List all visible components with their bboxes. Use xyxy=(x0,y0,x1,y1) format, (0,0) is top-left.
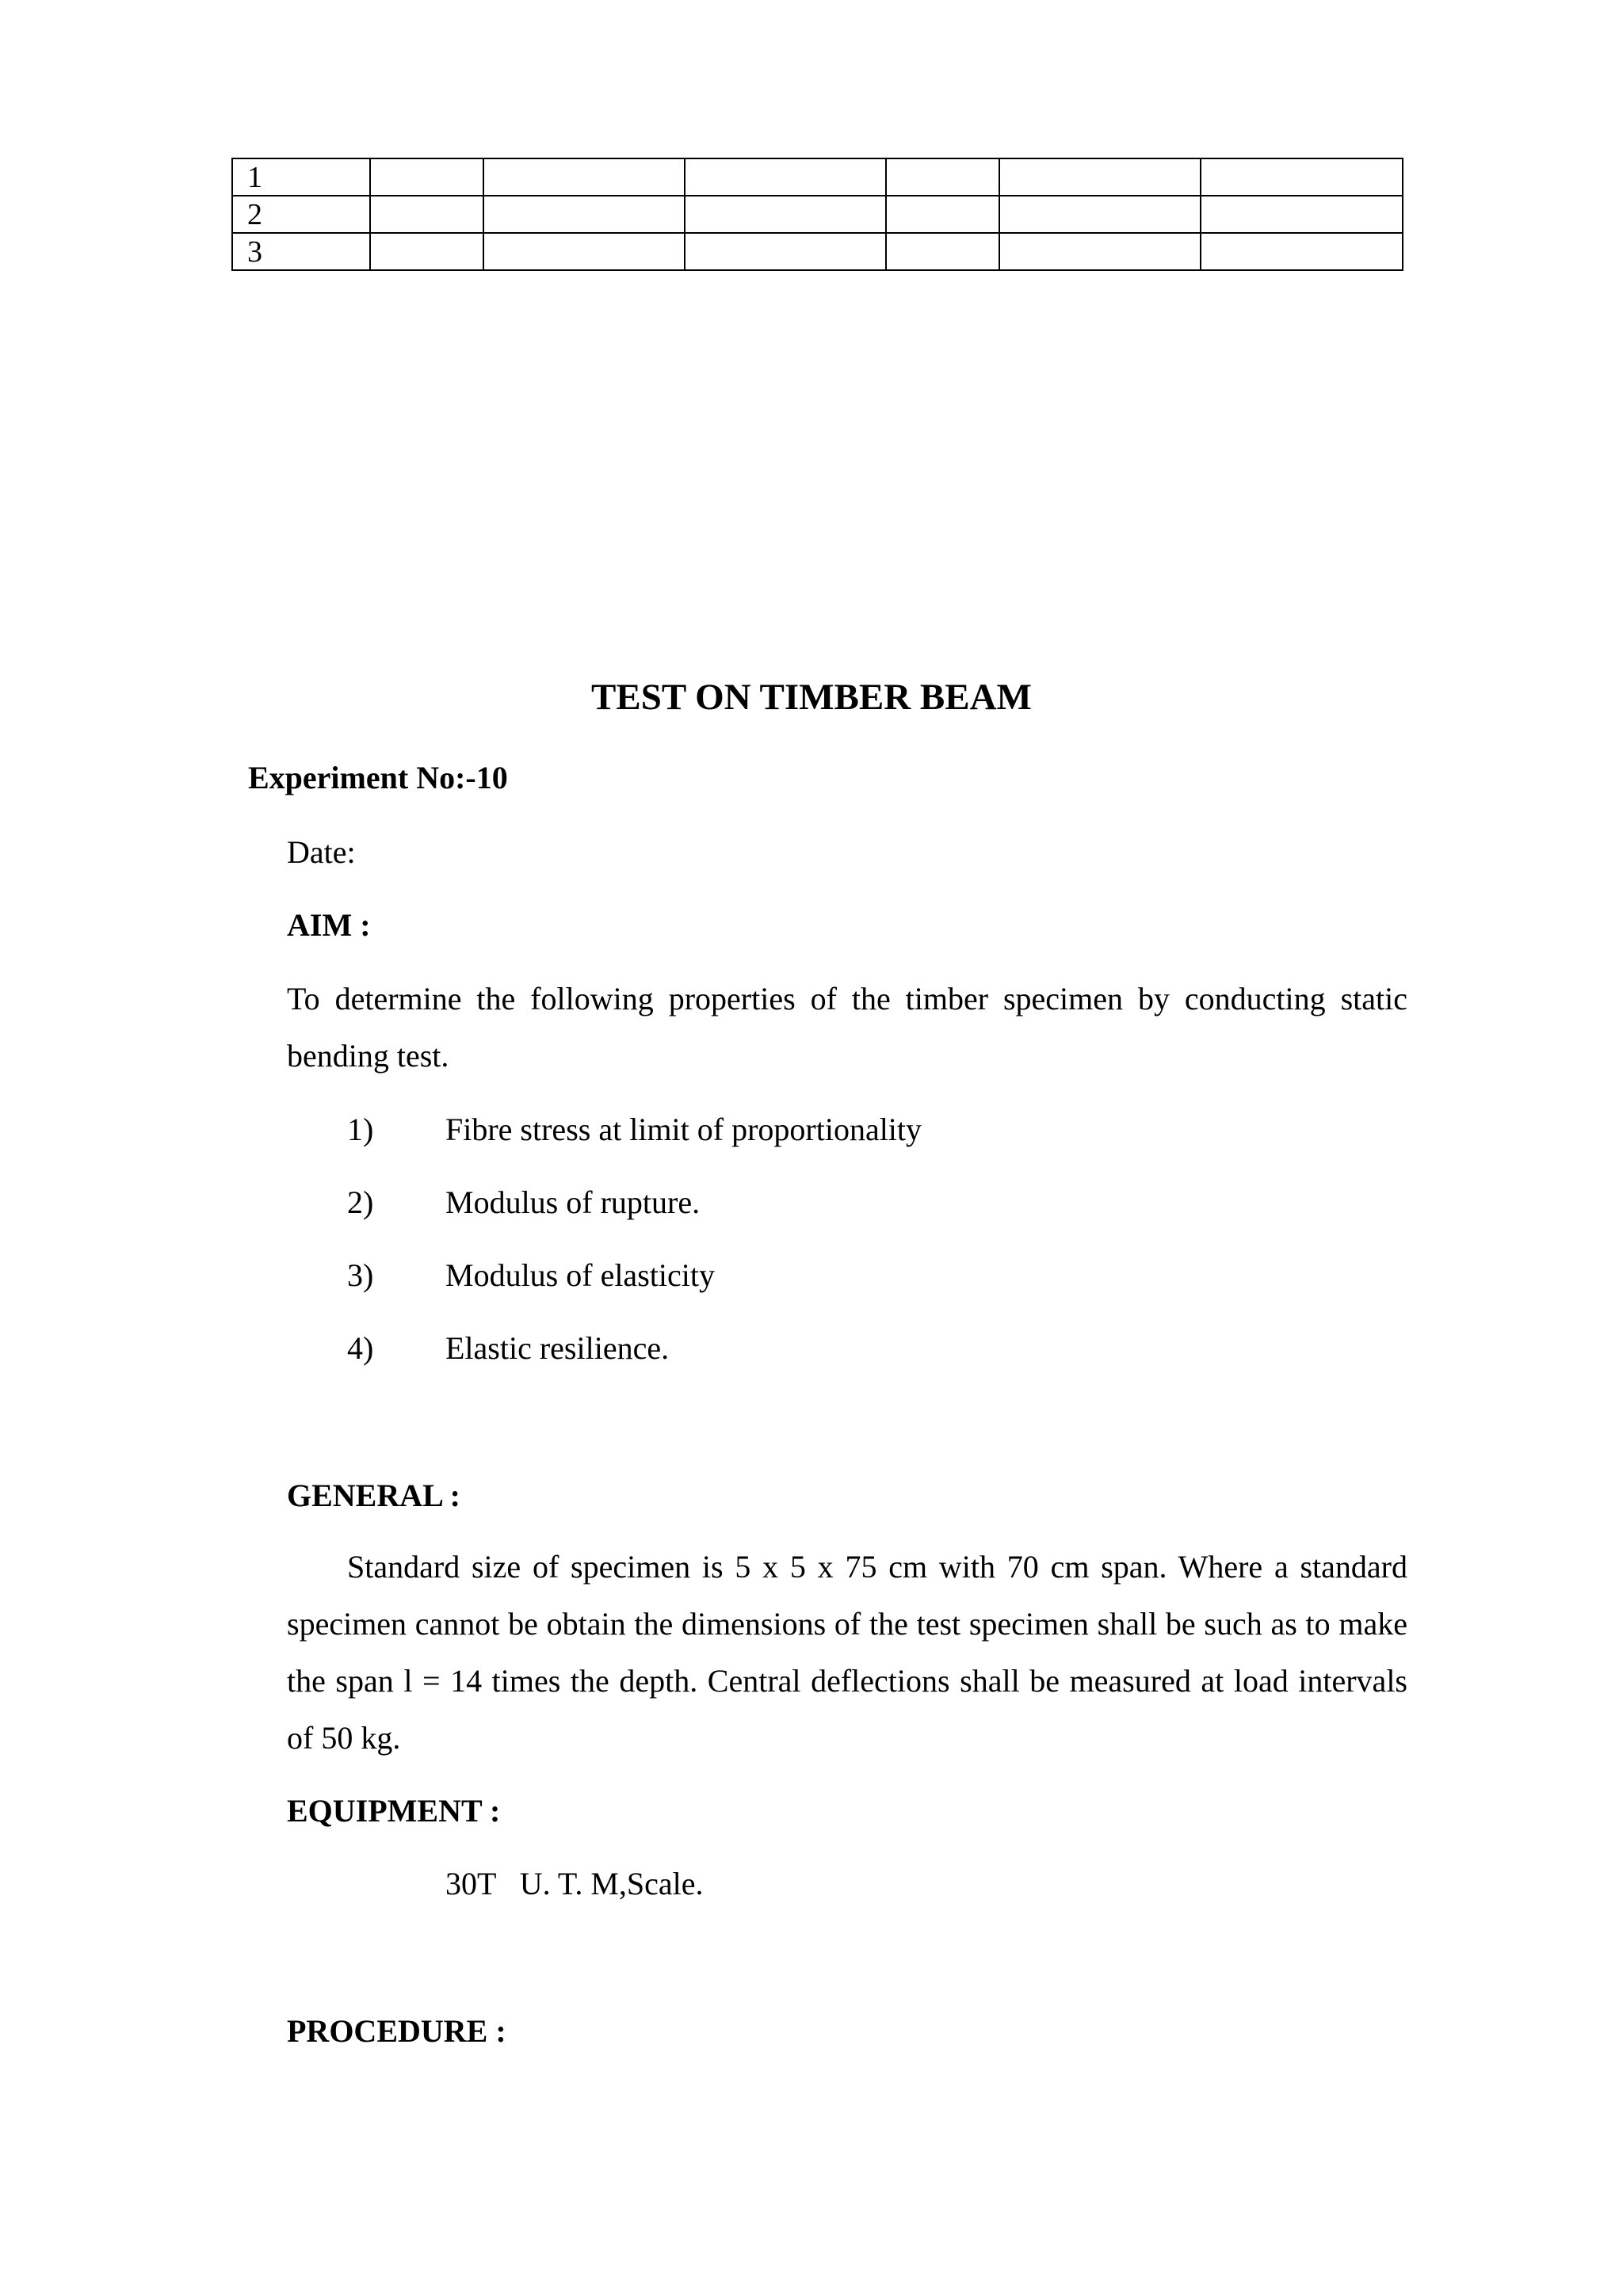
row-number-cell: 3 xyxy=(232,233,370,270)
aim-text: To determine the following properties of the timber specimen by conducting static bending test. xyxy=(287,981,1407,1074)
table-cell xyxy=(685,158,886,196)
aim-item-number: 2) xyxy=(347,1184,374,1220)
row-number-cell: 2 xyxy=(232,196,370,233)
table-cell xyxy=(886,196,999,233)
table-cell xyxy=(685,233,886,270)
row-number-cell: 1 xyxy=(232,158,370,196)
table-cell xyxy=(886,158,999,196)
aim-item-text: Modulus of rupture. xyxy=(445,1184,701,1220)
table-cell xyxy=(483,196,685,233)
table-cell xyxy=(999,233,1201,270)
aim-item-text: Elastic resilience. xyxy=(445,1330,670,1366)
equipment-heading: EQUIPMENT : xyxy=(287,1793,501,1829)
general-heading: GENERAL : xyxy=(287,1478,460,1513)
table-cell xyxy=(1201,158,1403,196)
aim-item-text: Fibre stress at limit of proportionality xyxy=(445,1112,922,1147)
table-cell xyxy=(1201,233,1403,270)
general-text: Standard size of specimen is 5 x 5 x 75 cm with 70 cm span. Where a standard specimen cannot be obtain the dimensions of the test specimen shall be such as to make the span l = 14 times the depth. Central deflections shall be measured at load intervals of 50 kg. xyxy=(287,1549,1407,1756)
equipment-text: 30T U. T. M,Scale. xyxy=(445,1866,704,1901)
table-cell xyxy=(685,196,886,233)
table-cell xyxy=(1201,196,1403,233)
table-body xyxy=(232,158,1403,270)
experiment-number: Experiment No:-10 xyxy=(248,760,508,795)
aim-heading: AIM : xyxy=(287,907,371,943)
date-label: Date: xyxy=(287,834,356,870)
table-cell xyxy=(483,158,685,196)
table-row xyxy=(232,196,1403,233)
aim-item-number: 3) xyxy=(347,1257,374,1293)
table-row xyxy=(232,158,1403,196)
observation-table xyxy=(231,158,1403,271)
table-cell xyxy=(999,158,1201,196)
table-row xyxy=(232,233,1403,270)
table-cell xyxy=(370,196,483,233)
table-cell xyxy=(483,233,685,270)
table-cell xyxy=(370,233,483,270)
procedure-heading: PROCEDURE : xyxy=(287,2013,506,2049)
aim-item-text: Modulus of elasticity xyxy=(445,1257,715,1293)
table-cell xyxy=(886,233,999,270)
table-cell xyxy=(999,196,1201,233)
table-cell xyxy=(370,158,483,196)
aim-item-number: 1) xyxy=(347,1112,374,1147)
page-title: TEST ON TIMBER BEAM xyxy=(591,677,1032,718)
aim-item-number: 4) xyxy=(347,1330,374,1366)
